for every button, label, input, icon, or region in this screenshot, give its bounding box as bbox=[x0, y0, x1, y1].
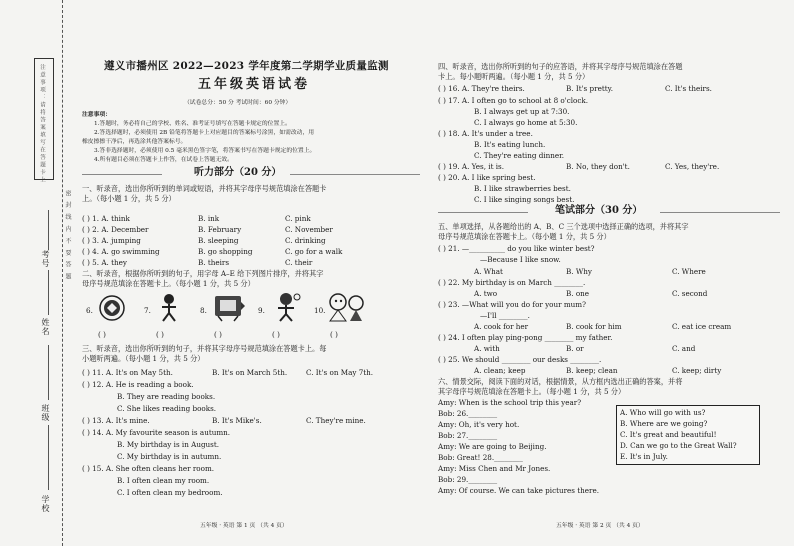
q5-c: C. their bbox=[285, 258, 313, 267]
option-b: B. Where are we going? bbox=[620, 419, 708, 428]
s2-instr-1: 二、听录音，根据你所听到的句子，用字母 A–E 给下列图片排序，并将其字 bbox=[82, 269, 324, 278]
q22-a: A. two bbox=[474, 289, 498, 298]
q23-a: A. cook for her bbox=[474, 322, 529, 331]
q15: ( ) 15. A. She often cleans her room. bbox=[82, 464, 215, 473]
rule-left-a bbox=[82, 174, 162, 175]
q25-a: A. clean; keep bbox=[474, 366, 526, 375]
listening-head: 听力部分（20 分） bbox=[194, 167, 282, 178]
exam-number-blank bbox=[48, 210, 49, 250]
s2-instr-2: 母序号规范填涂在答题卡上。（每小题 1 分，共 5 分） bbox=[82, 279, 255, 288]
q3-c: C. drinking bbox=[285, 236, 326, 245]
s6-instr-1: 六、情景交际，阅读下面的对话，根据情景，从方框内选出正确的答案，并将 bbox=[438, 377, 683, 386]
notice-head: 注意事项： bbox=[82, 112, 111, 118]
school-blank bbox=[48, 425, 49, 490]
q12-c: C. She likes reading books. bbox=[117, 404, 217, 413]
writing-head: 笔试部分（30 分） bbox=[555, 205, 643, 216]
name-blank bbox=[48, 270, 49, 315]
s3-instr-1: 三、听录音，选出你所听到的句子，并将其字母序号规范填涂在答题卡上。每 bbox=[82, 344, 327, 353]
q11-b: B. It's on March 5th. bbox=[212, 368, 288, 377]
binding-margin bbox=[0, 0, 80, 546]
q23-c: C. eat ice cream bbox=[672, 322, 732, 331]
q14-c: C. My birthday is in autumn. bbox=[117, 452, 222, 461]
q16-c: C. It's theirs. bbox=[665, 84, 712, 93]
notice-4: 3.答非选择题时，必须使用 0.5 毫米黑色签字笔，将答案书写在答题卡规定的位置上。 bbox=[94, 148, 316, 154]
q12-b: B. They are reading books. bbox=[117, 392, 216, 401]
q14-b: B. My birthday is in August. bbox=[117, 440, 220, 449]
pic-num-10: 10. bbox=[314, 306, 326, 315]
q20-c: C. I like singing songs best. bbox=[474, 195, 575, 204]
q4-c: C. go for a walk bbox=[285, 247, 343, 256]
q17-b: B. I always get up at 7:30. bbox=[474, 107, 570, 116]
q18-b: B. It's eating lunch. bbox=[474, 140, 546, 149]
name-label: 姓名 bbox=[41, 318, 50, 336]
notice-3: 橡皮擦擦干净后，再选涂其他答案标号。 bbox=[82, 139, 187, 145]
q12: ( ) 12. A. He is reading a book. bbox=[82, 380, 194, 389]
q3: ( ) 3. A. jumping bbox=[82, 236, 141, 245]
q21-c: C. Where bbox=[672, 267, 706, 276]
dialog-8: Bob: 29.________ bbox=[438, 475, 498, 484]
picture-10-icon bbox=[326, 290, 366, 322]
q13: ( ) 13. A. It's mine. bbox=[82, 416, 150, 425]
option-d: D. Can we go to the Great Wall? bbox=[620, 441, 737, 450]
q19-b: B. No, they don't. bbox=[566, 162, 630, 171]
q22-c: C. second bbox=[672, 289, 708, 298]
q4: ( ) 4. A. go swimming bbox=[82, 247, 160, 256]
seal-text: 密 封 线 内 不 要 答 题 bbox=[64, 190, 71, 282]
pic-paren-7: ( ) bbox=[156, 330, 164, 339]
q18: ( ) 18. A. It's under a tree. bbox=[438, 129, 533, 138]
q23-sub: —I'll ________. bbox=[480, 311, 530, 320]
q14: ( ) 14. A. My favourite season is autumn. bbox=[82, 428, 231, 437]
s1-instr-1: 一、听录音，选出你所听到的单词或短语，并将其字母序号规范填涂在答题卡 bbox=[82, 184, 327, 193]
q20-b: B. I like strawberries best. bbox=[474, 184, 571, 193]
exam-number-label: 考号 bbox=[41, 250, 50, 268]
q22: ( ) 22. My birthday is on March ________. bbox=[438, 278, 586, 287]
s3-instr-2: 小题听两遍。（每小题 1 分，共 5 分） bbox=[82, 354, 205, 363]
q24: ( ) 24. I often play ping-pong ________ my father. bbox=[438, 333, 613, 342]
picture-7-icon bbox=[156, 292, 182, 322]
s6-instr-2: 其字母序号规范填涂在答题卡上。（每小题 1 分，共 5 分） bbox=[438, 387, 626, 396]
option-c: C. It's great and beautiful! bbox=[620, 430, 717, 439]
notice-5: 4.所有题目必须在答题卡上作答，在试卷上答题无效。 bbox=[94, 157, 233, 163]
q18-c: C. They're eating dinner. bbox=[474, 151, 565, 160]
dialog-6: Bob: Great! 28.________ bbox=[438, 453, 523, 462]
q2-b: B. February bbox=[198, 225, 242, 234]
dialog-7: Amy: Miss Chen and Mr Jones. bbox=[438, 464, 551, 473]
q21-sub: —Because I like snow. bbox=[480, 255, 561, 264]
q17-c: C. I always go home at 5:30. bbox=[474, 118, 578, 127]
notes-text: 注意事项：请将答案填写在答题卡上 bbox=[39, 64, 45, 184]
q16: ( ) 16. A. They're theirs. bbox=[438, 84, 525, 93]
rule-right-b bbox=[660, 212, 780, 213]
q15-c: C. I often clean my bedroom. bbox=[117, 488, 223, 497]
exam-subject: 五年级英语试卷 bbox=[198, 77, 311, 92]
footer-left: 五年级 · 英语 第 1 页 （共 4 页） bbox=[200, 523, 288, 529]
picture-6-icon bbox=[98, 294, 126, 322]
s4-instr-2: 卡上。每小题听两遍。（每小题 1 分，共 5 分） bbox=[438, 72, 590, 81]
option-e: E. It's in July. bbox=[620, 452, 668, 461]
pic-paren-6: ( ) bbox=[98, 330, 106, 339]
q5: ( ) 5. A. they bbox=[82, 258, 127, 267]
picture-9-icon bbox=[270, 290, 302, 322]
class-blank bbox=[48, 345, 49, 400]
q19: ( ) 19. A. Yes, it is. bbox=[438, 162, 505, 171]
class-label: 班级 bbox=[41, 404, 50, 422]
rule-right-a bbox=[438, 212, 528, 213]
q24-a: A. with bbox=[474, 344, 500, 353]
q20: ( ) 20. A. I like spring best. bbox=[438, 173, 536, 182]
pic-num-9: 9. bbox=[258, 306, 265, 315]
s5-instr-2: 母序号规范填涂在答题卡上。（每小题 1 分，共 5 分） bbox=[438, 232, 611, 241]
pic-num-8: 8. bbox=[200, 306, 207, 315]
q11: ( ) 11. A. It's on May 5th. bbox=[82, 368, 173, 377]
q23: ( ) 23. —What will you do for your mum? bbox=[438, 300, 586, 309]
q3-b: B. sleeping bbox=[198, 236, 239, 245]
q4-b: B. go shopping bbox=[198, 247, 253, 256]
notice-1: 1.答题时，务必将自己的学校、姓名、准考证号填写在答题卡规定的位置上。 bbox=[94, 121, 291, 127]
q19-c: C. Yes, they're. bbox=[665, 162, 720, 171]
q21: ( ) 21. —__________ do you like winter best? bbox=[438, 244, 595, 253]
q25-b: B. keep; clean bbox=[566, 366, 618, 375]
s5-instr-1: 五、单项选择，从各题给出的 A、B、C 三个选项中选择正确的选项，并将其字 bbox=[438, 222, 689, 231]
q5-b: B. theirs bbox=[198, 258, 230, 267]
q25-c: C. keep; dirty bbox=[672, 366, 722, 375]
q2-c: C. November bbox=[285, 225, 333, 234]
q24-b: B. or bbox=[566, 344, 584, 353]
q25: ( ) 25. We should ________ our desks ________. bbox=[438, 355, 602, 364]
dialog-3: Amy: Oh, it's very hot. bbox=[438, 420, 520, 429]
pic-paren-9: ( ) bbox=[272, 330, 280, 339]
q1: ( ) 1. A. think bbox=[82, 214, 130, 223]
footer-right: 五年级 · 英语 第 2 页 （共 4 页） bbox=[556, 523, 644, 529]
dialog-1: Amy: When is the school trip this year? bbox=[438, 398, 582, 407]
q21-a: A. What bbox=[474, 267, 503, 276]
pic-paren-10: ( ) bbox=[330, 330, 338, 339]
q2: ( ) 2. A. December bbox=[82, 225, 149, 234]
dialog-9: Amy: Of course. We can take pictures there. bbox=[438, 486, 600, 495]
rule-left-b bbox=[290, 174, 420, 175]
pic-num-7: 7. bbox=[144, 306, 151, 315]
q1-c: C. pink bbox=[285, 214, 311, 223]
option-a: A. Who will go with us? bbox=[620, 408, 706, 417]
notice-2: 2.答选择题时，必须使用 2B 铅笔将答题卡上对应题目的答案标号涂黑，如需改动，用 bbox=[94, 130, 315, 136]
exam-title: 遵义市播州区 2022—2023 学年度第二学期学业质量监测 bbox=[104, 60, 389, 72]
picture-8-icon bbox=[212, 292, 246, 322]
q15-b: B. I often clean my room. bbox=[117, 476, 210, 485]
school-label: 学校 bbox=[41, 495, 50, 513]
dialog-4: Bob: 27.________ bbox=[438, 431, 498, 440]
dialog-5: Amy: We are going to Beijing. bbox=[438, 442, 547, 451]
pic-paren-8: ( ) bbox=[214, 330, 222, 339]
pic-num-6: 6. bbox=[86, 306, 93, 315]
q23-b: B. cook for him bbox=[566, 322, 622, 331]
s1-instr-2: 上。（每小题 1 分，共 5 分） bbox=[82, 194, 176, 203]
q13-c: C. They're mine. bbox=[306, 416, 366, 425]
exam-meta: （试卷总分：50 分 考试时间：60 分钟） bbox=[184, 100, 292, 106]
q24-c: C. and bbox=[672, 344, 696, 353]
q17: ( ) 17. A. I often go to school at 8 o'clock. bbox=[438, 96, 589, 105]
q16-b: B. It's pretty. bbox=[566, 84, 613, 93]
dialog-2: Bob: 26.________ bbox=[438, 409, 498, 418]
q22-b: B. one bbox=[566, 289, 590, 298]
s4-instr-1: 四、听录音，选出你所听到的句子的应答语，并将其字母序号规范填涂在答题 bbox=[438, 62, 683, 71]
q1-b: B. ink bbox=[198, 214, 220, 223]
q21-b: B. Why bbox=[566, 267, 592, 276]
q13-b: B. It's Mike's. bbox=[212, 416, 262, 425]
q11-c: C. It's on May 7th. bbox=[306, 368, 374, 377]
